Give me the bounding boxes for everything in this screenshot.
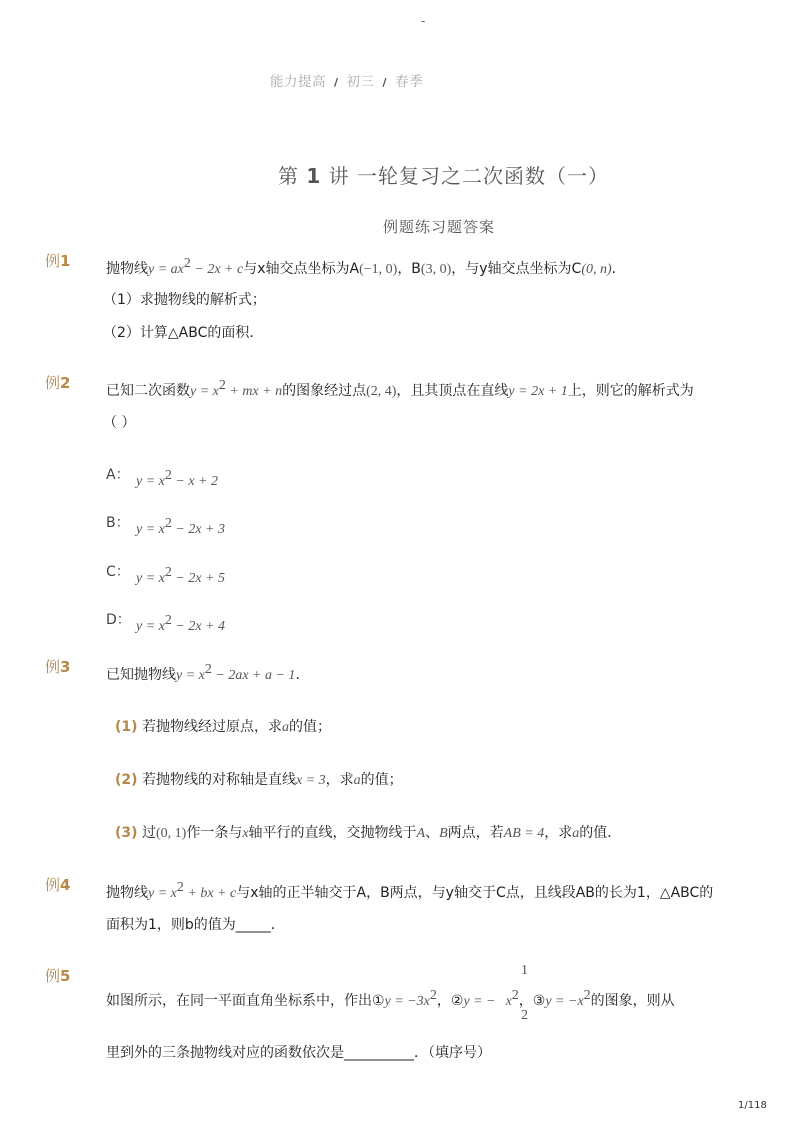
breadcrumb-item: 初三 — [346, 74, 375, 90]
example-3-statement: 已知抛物线$y = x^2 - 2ax + a - 1$． — [106, 662, 310, 683]
example-1-question-2: （2）计算△ABC的面积． — [103, 325, 264, 341]
example-label-1: 例1 — [45, 252, 71, 270]
example-3-sub-2: (2) 若抛物线的对称轴是直线x = 3，求a的值； — [115, 772, 403, 788]
example-label-3: 例3 — [45, 658, 71, 676]
breadcrumb-separator: / — [382, 76, 388, 89]
example-5-statement-cont: 里到外的三条抛物线对应的函数依次是__________．（填序号） — [106, 1045, 491, 1061]
option-d-formula: $y = x^2 - 2x + 4$ — [136, 613, 225, 634]
answer-parentheses: （ ） — [103, 415, 136, 431]
header-dash: - — [421, 14, 426, 28]
example-label-2: 例2 — [45, 374, 71, 392]
example-1-question-1: （1）求抛物线的解析式； — [103, 292, 266, 308]
option-label-d: D： — [106, 612, 131, 628]
option-label-c: C： — [106, 564, 130, 580]
example-5-statement: 如图所示，在同一平面直角坐标系中，作出①y = $-3x^2$，②y = − $x^2$，③y = $-x^2$的图象，则从 — [106, 988, 675, 1009]
example-label-4: 例4 — [45, 876, 71, 894]
breadcrumb-item: 春季 — [395, 74, 424, 90]
example-1-statement: 抛物线$y = ax^2 - 2x + c$与x轴交点坐标为A(−1, 0)，B(3, 0)，与y轴交点坐标为C(0, n)． — [106, 256, 626, 277]
page-subtitle: 例题练习题答案 — [383, 218, 496, 236]
example-label-5: 例5 — [45, 967, 71, 985]
fraction-denominator: 2 — [521, 1008, 528, 1023]
lesson-number: 1 — [306, 164, 322, 188]
example-3-sub-3: (3) 过(0, 1)作一条与x轴平行的直线，交抛物线于A、B两点，若AB = 4，求a的值． — [115, 825, 622, 841]
option-b-formula: $y = x^2 - 2x + 3$ — [136, 516, 225, 537]
breadcrumb-separator: / — [334, 76, 339, 89]
page-title: 第 1 讲 一轮复习之二次函数（一） — [278, 164, 609, 188]
option-a-formula: $y = x^2 - x + 2$ — [136, 468, 218, 489]
option-label-b: B： — [106, 515, 130, 531]
breadcrumb-item: 能力提高 — [270, 74, 326, 90]
example-3-sub-1: (1) 若抛物线经过原点，求a的值； — [115, 719, 331, 735]
page-number: 1/118 — [738, 1100, 767, 1111]
fraction-numerator: 1 — [521, 963, 528, 978]
option-c-formula: $y = x^2 - 2x + 5$ — [136, 565, 225, 586]
example-4-statement-cont: 面积为1，则b的值为_____． — [106, 917, 285, 933]
example-2-statement: 已知二次函数$y = x^2$ + mx + n的图象经过点(2, 4)，且其顶点在直线y = 2x + 1上，则它的解析式为 — [106, 378, 694, 399]
option-label-a: A： — [106, 467, 130, 483]
example-4-statement: 抛物线$y = x^2$ + bx + c与x轴的正半轴交于A，B两点，与y轴交于C点，且线段AB的长为1，△ABC的 — [106, 880, 714, 901]
breadcrumb — [270, 70, 423, 90]
